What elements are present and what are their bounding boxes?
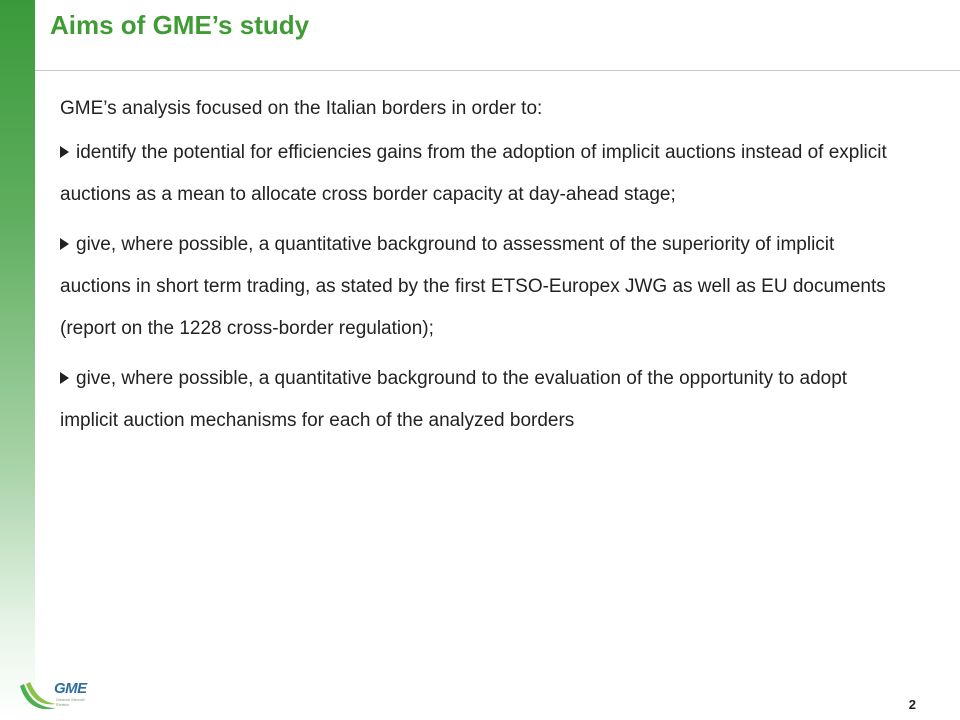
slide-body [60, 95, 905, 450]
bullet-text: give, where possible, a quantitative background to assessment of the superiority of implicit auctions in short term trading, as stated by the first ETSO-Europex JWG as well as EU documents (report on the 1228 cross-border regulation); [60, 233, 886, 339]
bullet-item [60, 358, 905, 442]
title-divider [35, 70, 960, 71]
bullet-text: identify the potential for efficiencies gains from the adoption of implicit auctions instead of explicit auctions as a mean to allocate cross border capacity at day-ahead stage; [60, 141, 887, 205]
bullet-text: give, where possible, a quantitative background to the evaluation of the opportunity to adopt implicit auction mechanisms for each of the analyzed borders [60, 367, 848, 431]
bullet-item [60, 132, 905, 216]
gme-swoosh-icon [18, 680, 58, 714]
slide-title: Aims of GME’s study [50, 10, 310, 40]
page-number: 2 [908, 697, 916, 712]
arrow-bullet-icon [60, 372, 69, 384]
bullet-item [60, 224, 905, 350]
logo-wordmark: GME [54, 680, 87, 697]
arrow-bullet-icon [60, 238, 69, 250]
intro-text: GME’s analysis focused on the Italian borders in order to: [60, 98, 543, 119]
arrow-bullet-icon [60, 146, 69, 158]
logo-tagline: Gestore Mercati Elettrici [56, 697, 85, 707]
side-accent-bar [0, 0, 35, 720]
gme-logo [18, 680, 88, 716]
